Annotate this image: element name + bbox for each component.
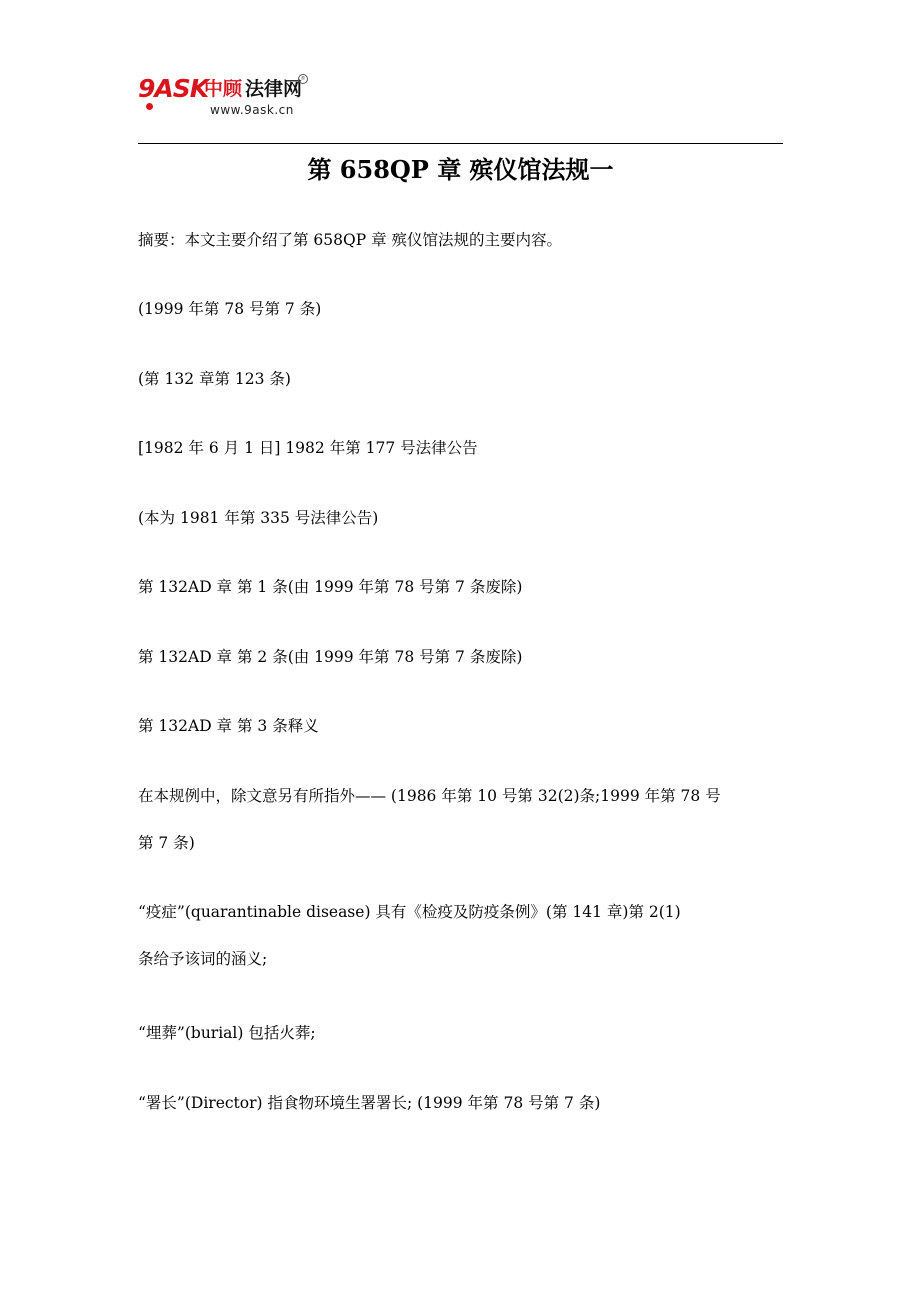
section-heading: 第 132AD 章 第 3 条释义 [138,717,319,735]
definition-line: “疫症”(quarantinable disease) 具有《检疫及防疫条例》(第 141 章)第 2(1) [138,903,681,921]
logo-chinese-name [204,75,302,103]
paragraph-line: 在本规例中，除文意另有所指外—— (1986 年第 10 号第 32(2)条;1999 年第 78 号 [138,787,721,805]
abstract-paragraph: 摘要：本文主要介绍了第 658QP 章 殡仪馆法规的主要内容。 [138,231,563,249]
paragraph: (1999 年第 78 号第 7 条) [138,300,322,318]
paragraph: (第 132 章第 123 条) [138,370,291,388]
paragraph: 第 132AD 章 第 2 条(由 1999 年第 78 号第 7 条废除) [138,648,523,666]
paragraph: 第 132AD 章 第 1 条(由 1999 年第 78 号第 7 条废除) [138,578,523,596]
document-title: 第 658QP 章 殡仪馆法规一 [307,155,614,184]
definition-line: 条给予该词的涵义; [138,950,268,968]
paragraph: [1982 年 6 月 1 日] 1982 年第 177 号法律公告 [138,439,478,457]
logo-url: www.9ask.cn [210,103,294,117]
logo-brand-text: 9ASK [138,74,209,103]
logo-dot-icon [146,103,153,110]
paragraph: (本为 1981 年第 335 号法律公告) [138,509,379,527]
logo-cn-black: 法律网 [245,78,303,100]
logo-cn-red: 中顾 [204,78,243,100]
header-divider [138,143,783,144]
definition-line: “署长”(Director) 指食物环境生署署长; (1999 年第 78 号第 7 条) [138,1094,601,1112]
trademark-icon: ® [298,74,308,84]
definition-line: “埋葬”(burial) 包括火葬; [138,1024,316,1042]
site-logo [138,74,328,124]
paragraph-line: 第 7 条) [138,834,195,852]
